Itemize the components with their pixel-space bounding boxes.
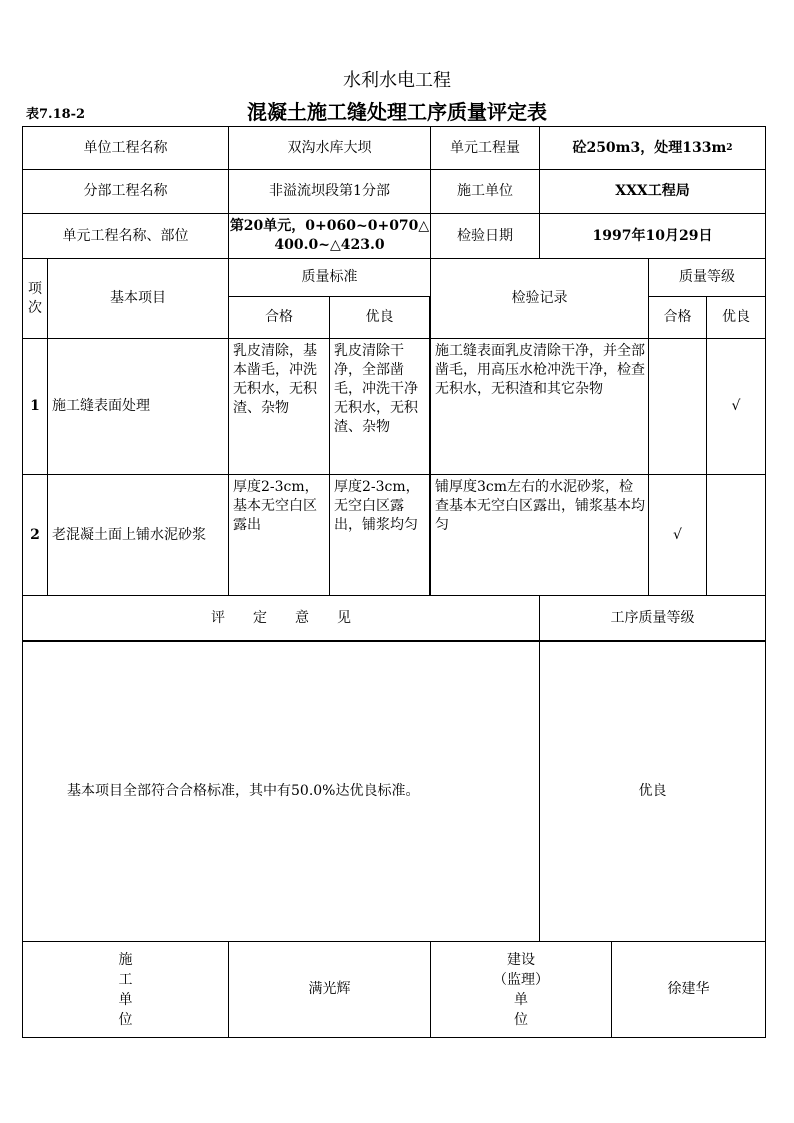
element-name-value-line1: 第20单元，0+060~0+070△ — [229, 218, 430, 234]
assessment-opinion-label: 评 定 意 见 — [22, 595, 540, 642]
contractor-signer-name: 满光辉 — [228, 941, 431, 1038]
qualified-header: 合格 — [228, 296, 330, 339]
row-1-std-qualified: 乳皮清除，基本凿毛，冲洗无积水，无积渣、杂物 — [228, 338, 330, 475]
excellent-header: 优良 — [329, 296, 431, 339]
element-quantity-label: 单元工程量 — [430, 126, 540, 170]
assessment-opinion-text: 基本项目全部符合合格标准，其中有50.0%达优良标准。 — [22, 641, 540, 942]
contractor-label: 施工单位 — [430, 169, 540, 214]
element-name-label: 单元工程名称、部位 — [22, 213, 229, 259]
sub-project-label: 分部工程名称 — [22, 169, 229, 214]
item-number-header: 项次 — [22, 258, 48, 339]
sub-project-value: 非溢流坝段第1分部 — [228, 169, 431, 214]
process-grade-label: 工序质量等级 — [539, 595, 766, 642]
row-2-item: 老混凝土面上铺水泥砂浆 — [47, 474, 229, 596]
supervisor-sign-label: 建设 （监理） 单 位 — [430, 941, 612, 1038]
form-number: 表7.18-2 — [26, 107, 86, 122]
quality-standard-header: 质量标准 — [228, 258, 431, 297]
row-2-grade-excellent — [706, 474, 766, 596]
contractor-value: XXX工程局 — [539, 169, 766, 214]
grade-qualified-header: 合格 — [648, 296, 707, 339]
grade-excellent-header: 优良 — [706, 296, 766, 339]
inspection-date-value: 1997年10月29日 — [539, 213, 766, 259]
unit-project-label: 单位工程名称 — [22, 126, 229, 170]
row-2-std-qualified: 厚度2-3cm，基本无空白区露出 — [228, 474, 330, 596]
row-1-item: 施工缝表面处理 — [47, 338, 229, 475]
inspection-date-label: 检验日期 — [430, 213, 540, 259]
element-name-value-line2: 400.0~△423.0 — [274, 237, 385, 253]
row-1-record: 施工缝表面乳皮清除干净，并全部凿毛，用高压水枪冲洗干净，检查无积水，无积渣和其它杂物 — [430, 338, 649, 475]
supervisor-signer-name: 徐建华 — [611, 941, 766, 1038]
process-grade-value: 优良 — [539, 641, 766, 942]
row-1-number: 1 — [22, 338, 48, 475]
org-title: 水利水电工程 — [343, 70, 451, 91]
basic-item-header: 基本项目 — [47, 258, 229, 339]
contractor-sign-label: 施 工 单 位 — [22, 941, 229, 1038]
element-name-value — [228, 213, 431, 259]
row-2-number: 2 — [22, 474, 48, 596]
row-2-record: 铺厚度3cm左右的水泥砂浆，检查基本无空白区露出，铺浆基本均匀 — [430, 474, 649, 596]
row-1-grade-excellent: √ — [706, 338, 766, 475]
row-1-grade-qualified — [648, 338, 707, 475]
row-1-std-excellent: 乳皮清除干净，全部凿毛，冲洗干净无积水，无积渣、杂物 — [329, 338, 431, 475]
row-2-grade-qualified: √ — [648, 474, 707, 596]
row-2-std-excellent: 厚度2-3cm，无空白区露出，铺浆均匀 — [329, 474, 431, 596]
element-quantity-value: 砼250m3，处理133m 2 — [539, 126, 766, 170]
inspection-record-header: 检验记录 — [430, 258, 649, 339]
quality-grade-header: 质量等级 — [648, 258, 766, 297]
form-title: 混凝土施工缝处理工序质量评定表 — [247, 100, 547, 124]
unit-project-value: 双沟水库大坝 — [228, 126, 431, 170]
